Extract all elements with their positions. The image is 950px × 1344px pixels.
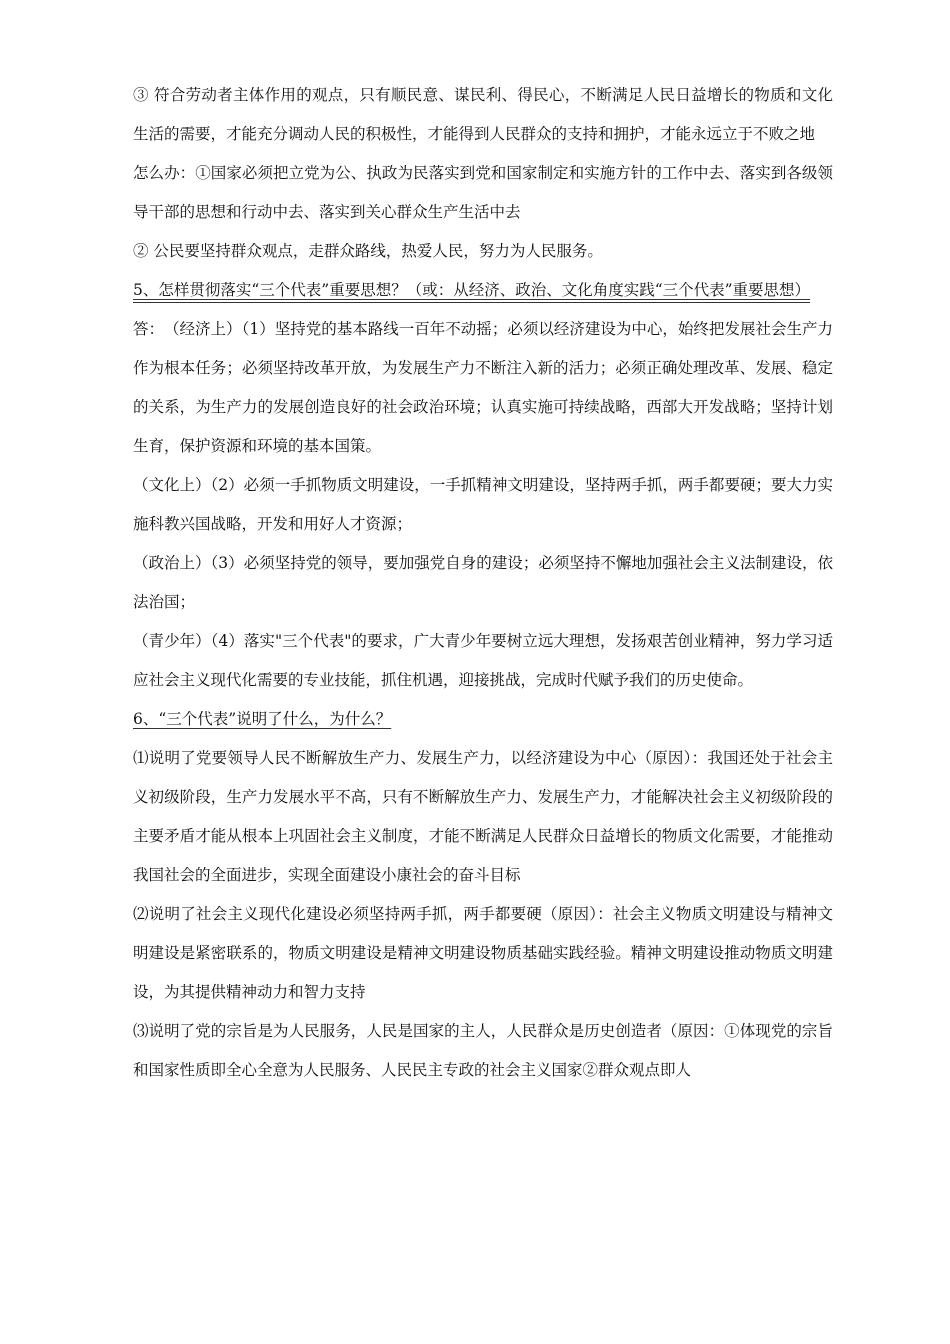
paragraph-labor-subject: ③ 符合劳动者主体作用的观点，只有顺民意、谋民利、得民心，不断满足人民日益增长的物质和文化生活的需要，才能充分调动人民的积极性，才能得到人民群众的支持和拥护，才能永远立于不败之地	[133, 86, 833, 143]
paragraph-citizens: ② 公民要坚持群众观点，走群众路线，热爱人民，努力为人民服务。	[133, 242, 603, 260]
section-5-answer-culture: （文化上）（2）必须一手抓物质文明建设，一手抓精神文明建设，坚持两手抓，两手都要硬；要大力实施科教兴国战略，开发和用好人才资源；	[133, 476, 833, 533]
paragraph-what-to-do: 怎么办：①国家必须把立党为公、执政为民落实到党和国家制定和实施方针的工作中去、落实到各级领导干部的思想和行动中去、落实到关心群众生产生活中去	[133, 164, 833, 221]
section-5-answer-politics: （政治上）（3）必须坚持党的领导，要加强党自身的建设；必须坚持不懈地加强社会主义法制建设，依法治国；	[133, 554, 833, 611]
section-5-answer-economy: 答： （经济上）（1）坚持党的基本路线一百年不动摇；必须以经济建设为中心，始终把发展社会生产力作为根本任务；必须坚持改革开放，为发展生产力不断注入新的活力；必须正确处理改革、发展、稳定的关系，为生产力的发展创造良好的社会政治环境；认真实施可持续战略，西部大开发战略；坚持计划生育，保护资源和环境的基本国策。	[133, 320, 833, 455]
document-body	[133, 76, 833, 1090]
section-6-point-2: ⑵说明了社会主义现代化建设必须坚持两手抓，两手都要硬（原因）：社会主义物质文明建设与精神文明建设是紧密联系的，物质文明建设是精神文明建设物质基础实践经验。精神文明建设推动物质文明建设，为其提供精神动力和智力支持	[133, 905, 833, 1001]
section-5-answer-youth: （青少年）（4）落实"三个代表"的要求，广大青少年要树立远大理想，发扬艰苦创业精神，努力学习适应社会主义现代化需要的专业技能，抓住机遇，迎接挑战，完成时代赋予我们的历史使命。	[133, 632, 833, 689]
section-6-point-3: ⑶说明了党的宗旨是为人民服务，人民是国家的主人，人民群众是历史创造者（原因：①体现党的宗旨和国家性质即全心全意为人民服务、人民民主专政的社会主义国家②群众观点即人	[133, 1022, 833, 1079]
section-5-heading-text: 5、怎样贯彻落实“三个代表”重要思想？（或：从经济、政治、文化角度实践“三个代表”重要思想）	[133, 281, 811, 299]
section-6-point-1: ⑴说明了党要领导人民不断解放生产力、发展生产力，以经济建设为中心（原因）：我国还处于社会主义初级阶段，生产力发展水平不高，只有不断解放生产力、发展生产力，才能解决社会主义初级阶段的主要矛盾才能从根本上巩固社会主义制度，才能不断满足人民群众日益增长的物质文化需要，才能推动我国社会的全面进步，实现全面建设小康社会的奋斗目标	[133, 749, 833, 884]
section-5-heading	[133, 271, 833, 310]
section-6-heading-text: 6、“三个代表”说明了什么，为什么？	[133, 710, 392, 728]
section-6-heading	[133, 700, 833, 739]
